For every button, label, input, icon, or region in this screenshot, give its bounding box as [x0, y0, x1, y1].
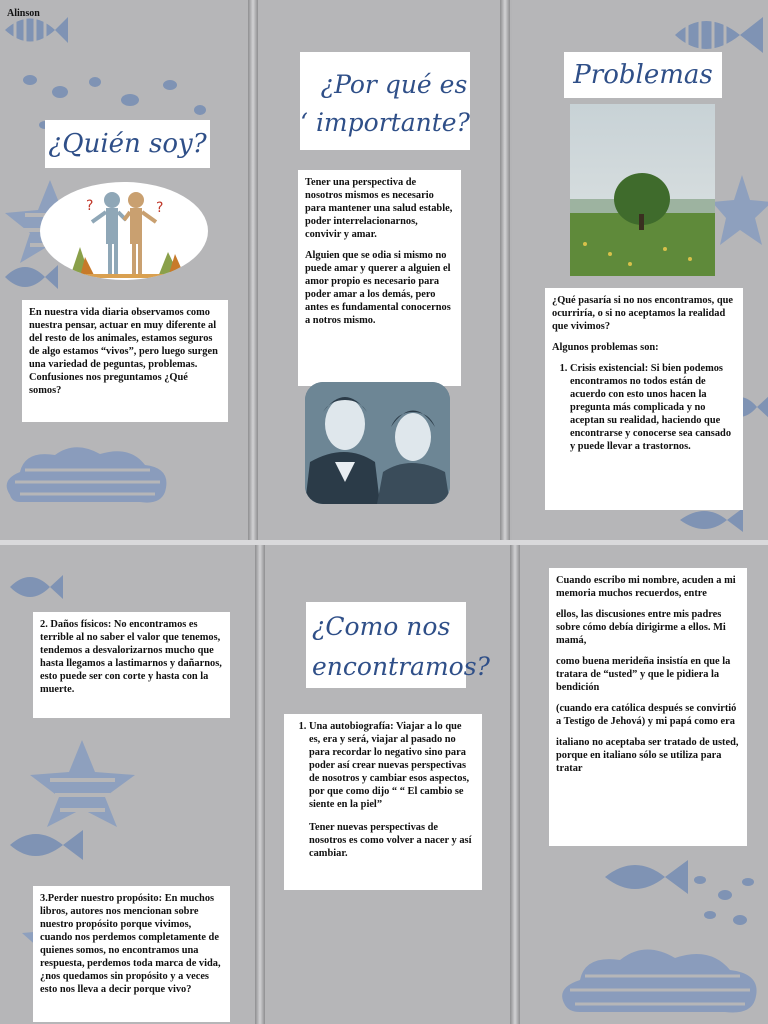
section-title: [564, 52, 722, 98]
paragraph: Cuando escribo mi nombre, acuden a mi memoria muchos recuerdos, entre: [556, 575, 736, 599]
fold-line: [255, 545, 265, 1024]
fold-line: [248, 0, 258, 540]
svg-text:?: ?: [156, 200, 164, 216]
list-item: 1. Una autobiografía: Viajar a lo que es, era y será, viajar al pasado no para recordar lo negativo sino para poder así crear nuevas perspectivas de nosotros y cambiar esos aspectos, por que como dijo “ “ El cambio se siente en la piel”: [309, 720, 475, 811]
page-divider: [0, 540, 768, 545]
fish-icon: [5, 565, 65, 610]
how-to-find-box: [284, 714, 482, 890]
title-line: ¿Como nos: [312, 612, 451, 641]
question-text: ¿Qué pasaría si no nos encontramos, que ocurriría, o si no aceptamos la realidad que vivimos?: [552, 295, 733, 332]
fish-icon: [0, 255, 60, 300]
title-line: ¿Por qué es: [320, 70, 468, 99]
tree-photo: [570, 104, 715, 276]
title-line-text: importante?: [315, 108, 470, 137]
intro-text: En nuestra vida diaria observamos como nuestra pensar, actuar en muy diferente al del resto de los animales, estamos seguros de algo estamos “vivos”, pero luego surgen una variedad de peguntas, problemas. Confusiones nos preguntamos ¿Qué somos?: [29, 307, 218, 396]
paragraph: como buena merideña insistía en que la tratara de “usted” y que le pidiera la bendición: [556, 656, 731, 693]
section-title: [300, 52, 470, 150]
paragraph: ellos, las discusiones entre mis padres sobre cómo debía dirigirme a ellos. Mi mamá,: [556, 609, 726, 646]
physical-damage-box: [33, 612, 230, 718]
star-icon: [712, 170, 768, 250]
paragraph: Tener una perspectiva de nosotros mismos es necesario para mantener una salud estable, poder interrelacionarnos, convivir y amar.: [305, 177, 453, 240]
item-label: 2. Daños físicos:: [40, 619, 112, 630]
methods-list: [291, 720, 475, 811]
svg-text:?: ?: [86, 198, 94, 214]
page-title: [45, 120, 210, 168]
paragraph: Alguien que se odia si mismo no puede amar y querer a alguien el amor propio es necesario para poder amar a los demás, pero antes es fundamental conocernos a notros mismo.: [305, 250, 451, 326]
item-text: En muchos libros, autores nos mencionan sobre nuestro propósito porque vivimos, cuando nos perdemos completamente de quienes somos, no encontramos una respuesta, perdemos toda marca de vida, ¿nos quedamos sin propósito y a veces esto nos lleva a decir porque vivo?: [40, 893, 221, 995]
cloud-icon: [555, 940, 765, 1020]
intro-text-box: [22, 300, 228, 422]
star-icon: [25, 735, 140, 830]
problems-text-box: [545, 288, 743, 510]
dots-icon: [690, 870, 760, 930]
person-illustration: [40, 182, 208, 280]
item-text: No encontramos es terrible al no saber el valor que tenemos, tendemos a desvalorizarnos mucho que hasta llegamos a lastimarnos y dañarnos, esto puede ser con corte y hasta con la muerte.: [40, 619, 222, 695]
closing-text: Tener nuevas perspectivas de nosotros es como volver a nacer y así cambiar.: [309, 822, 472, 859]
title-line: encontramos?: [312, 652, 490, 681]
problems-label: Algunos problemas son:: [552, 342, 659, 353]
cloud-icon: [0, 440, 175, 510]
lose-purpose-box: [33, 886, 230, 1022]
fold-line: [500, 0, 510, 540]
title-text: ¿Quién soy?: [48, 129, 207, 159]
autobiography-box: [549, 568, 747, 846]
section-title: [306, 602, 490, 688]
fold-line: [510, 545, 520, 1024]
figures-icon: [40, 182, 208, 280]
title-line: [300, 104, 470, 142]
author-name: Alinson: [7, 8, 40, 19]
paragraph: (cuando era católica después se convirtió a Testigo de Jehová) y mi papá como era: [556, 703, 737, 727]
fish-icon: [600, 850, 690, 905]
faceless-couple-photo: [305, 382, 450, 504]
fish-icon: [5, 820, 85, 870]
importance-text-box: [298, 170, 461, 386]
couple-icon: [305, 382, 450, 504]
list-item: 1. Crisis existencial: Si bien podemos encontramos no todos están de acuerdo con esto unos hacen la pregunta más complicada y no aceptan su realidad, haciendo que encontrarse y conocerse sea cansado y puede llevar a trastornos.: [570, 362, 736, 453]
paragraph: italiano no aceptaba ser tratado de usted, porque en italiano sólo se utiliza para tratar: [556, 737, 739, 774]
title-mark: ‘: [300, 108, 308, 137]
item-label: 3.Perder nuestro propósito:: [40, 893, 163, 904]
title-text: Problemas: [573, 60, 713, 90]
tree-icon: [570, 104, 715, 276]
problems-list: [552, 362, 736, 453]
